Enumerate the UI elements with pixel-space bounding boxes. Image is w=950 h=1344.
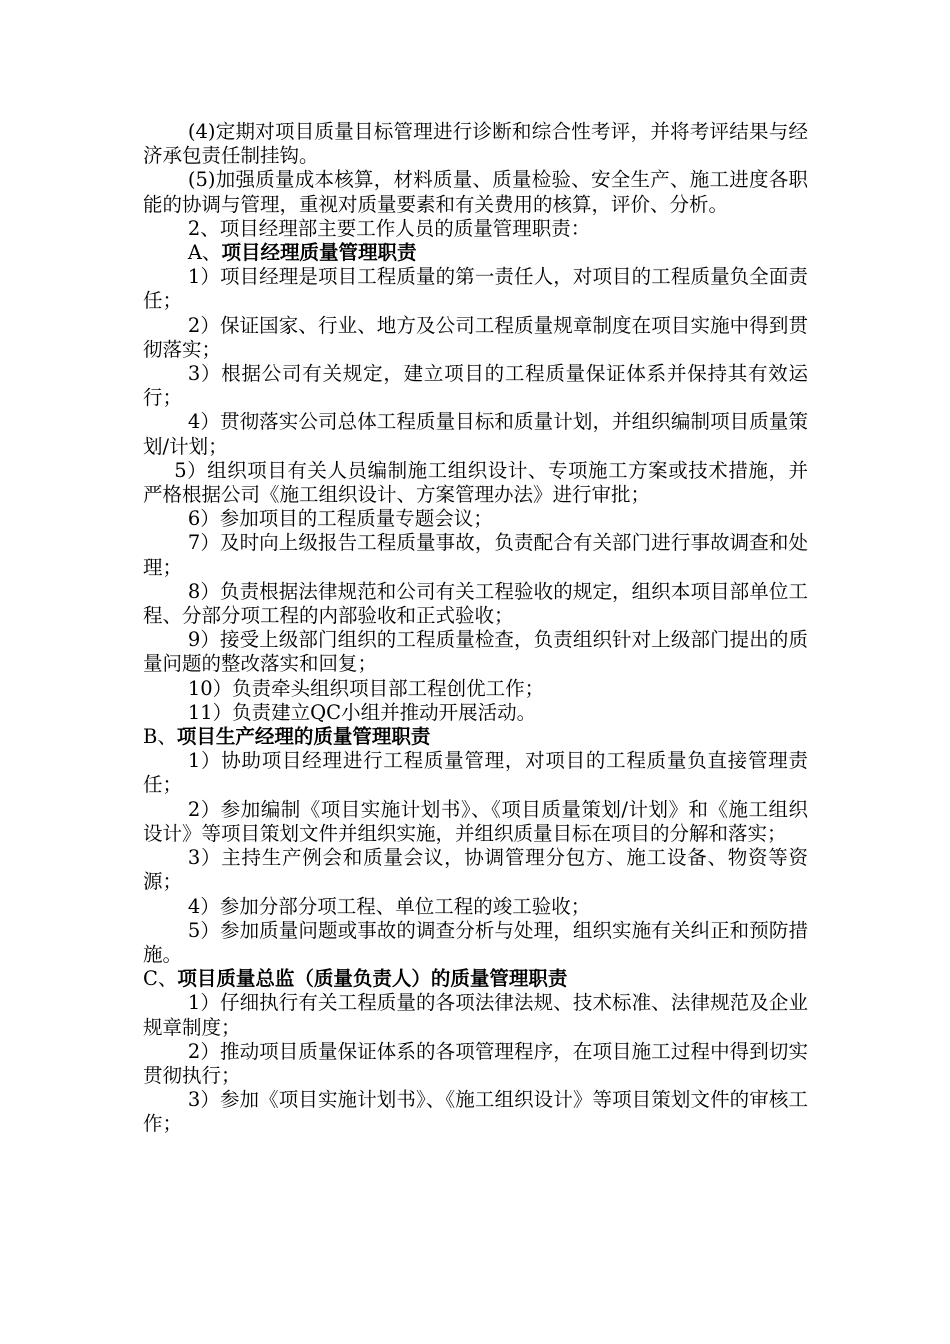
list-item-a4: 4）贯彻落实公司总体工程质量目标和质量计划，并组织编制项目质量策划/计划； [143,410,808,458]
paragraph-4: (4)定期对项目质量目标管理进行诊断和综合性考评，并将考评结果与经济承包责任制挂钩。 [143,120,808,168]
list-item-a2: 2）保证国家、行业、地方及公司工程质量规章制度在项目实施中得到贯彻落实； [143,313,808,361]
heading-a-prefix: A、 [187,241,222,265]
list-item-a7: 7）及时向上级报告工程质量事故，负责配合有关部门进行事故调查和处理； [143,531,808,579]
heading-c-prefix: C、 [143,967,178,991]
heading-c [143,967,808,991]
list-item-c1: 1）仔细执行有关工程质量的各项法律法规、技术标准、法律规范及企业规章制度； [143,991,808,1039]
list-item-a6: 6）参加项目的工程质量专题会议； [187,507,493,531]
list-item-b2: 2）参加编制《项目实施计划书》、《项目质量策划/计划》和《施工组织设计》等项目策划文件并组织实施，并组织质量目标在项目的分解和落实； [143,797,808,845]
document-page [143,120,808,1137]
list-item-c3: 3）参加《项目实施计划书》、《施工组织设计》等项目策划文件的审核工作； [143,1088,808,1136]
list-item-a3: 3）根据公司有关规定，建立项目的工程质量保证体系并保持其有效运行； [143,362,808,410]
heading-b-prefix: B、 [143,725,177,749]
list-item-b3: 3）主持生产例会和质量会议，协调管理分包方、施工设备、物资等资源； [143,846,808,894]
heading-b-title: 项目生产经理的质量管理职责 [176,725,431,749]
list-item-a8: 8）负责根据法律规范和公司有关工程验收的规定，组织本项目部单位工程、分部分项工程的内部验收和正式验收； [143,579,808,628]
list-item-a10: 10）负责牵头组织项目部工程创优工作； [187,676,545,700]
list-item-a5: 5）组织项目有关人员编制施工组织设计、专项施工方案或技术措施，并严格根据公司《施工组织设计、方案管理办法》进行审批； [143,458,808,507]
list-item-a9: 9）接受上级部门组织的工程质量检查，负责组织针对上级部门提出的质量问题的整改落实和回复； [143,628,808,676]
section-2-intro: 2、项目经理部主要工作人员的质量管理职责： [187,216,591,240]
list-item-a1: 1）项目经理是项目工程质量的第一责任人，对项目的工程质量负全面责任； [143,265,808,313]
list-item-b4: 4）参加分部分项工程、单位工程的竣工验收； [187,894,591,918]
heading-a [143,241,808,265]
list-item-c2: 2）推动项目质量保证体系的各项管理程序，在项目施工过程中得到切实贯彻执行； [143,1039,808,1087]
heading-b [143,725,808,749]
list-item-a11: 11）负责建立QC小组并推动开展活动。 [187,700,537,724]
heading-a-title: 项目经理质量管理职责 [221,241,417,265]
paragraph-5: (5)加强质量成本核算，材料质量、质量检验、安全生产、施工进度各职能的协调与管理，重视对质量要素和有关费用的核算，评价、分析。 [143,168,808,216]
heading-c-title: 项目质量总监（质量负责人）的质量管理职责 [177,967,568,991]
list-item-b1: 1）协助项目经理进行工程质量管理，对项目的工程质量负直接管理责任； [143,749,808,797]
list-item-b5: 5）参加质量问题或事故的调查分析与处理，组织实施有关纠正和预防措施。 [143,918,808,966]
